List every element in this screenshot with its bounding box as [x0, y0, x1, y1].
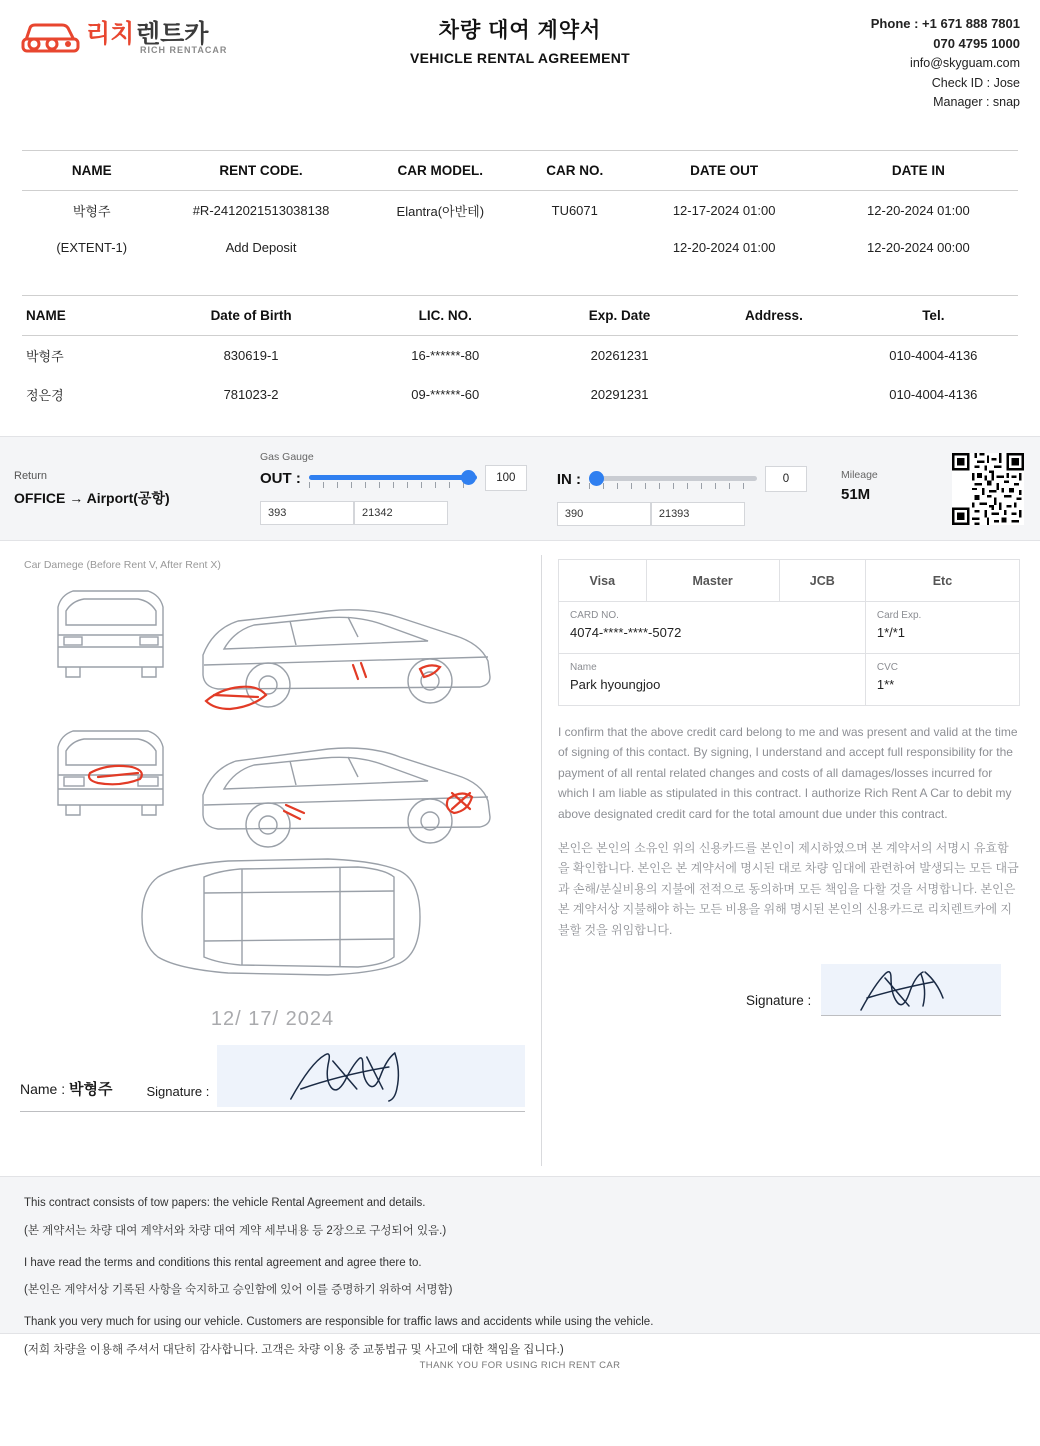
in-label: IN :	[556, 470, 581, 488]
gauge-in-column	[557, 451, 807, 526]
card-cvc-cell[interactable]	[865, 654, 1019, 706]
cell-exp-date: 20261231	[590, 348, 649, 363]
table-row	[22, 336, 1018, 376]
car-damage-diagram[interactable]	[28, 577, 498, 997]
card-cvc-value: 1**	[876, 677, 895, 692]
note-line-3: I have read the terms and conditions this rental agreement and agree there to.	[24, 1256, 422, 1269]
cell-lic-no: 16-******-80	[411, 348, 480, 363]
note-line-1: This contract consists of tow papers: the vehicle Rental Agreement and details.	[24, 1197, 426, 1209]
cell-date-out: 12-20-2024 01:00	[672, 240, 776, 255]
col-lic-no: LIC. NO.	[351, 296, 540, 336]
out-meter-left[interactable]: 393	[260, 501, 354, 525]
card-panel	[558, 555, 1020, 1166]
contact-email: info@skyguam.com	[910, 56, 1020, 71]
note-line-6: (저희 차량을 이용해 주셔서 대단히 감사합니다. 고객은 차량 이용 중 교통법규 및 사고에 대한 책임을 집니다.)	[24, 1344, 564, 1357]
contract-notes	[0, 1176, 1040, 1357]
damage-panel	[20, 555, 525, 1166]
out-gas-slider[interactable]	[309, 469, 477, 487]
cell-rent-code: Add Deposit	[225, 240, 297, 255]
gas-gauge-panel	[0, 436, 1040, 541]
signature-ink-icon	[217, 1045, 525, 1107]
cell-name: (EXTENT-1)	[56, 240, 128, 255]
svg-text:리치: 리치	[86, 20, 135, 48]
col-address: Address.	[699, 296, 848, 336]
cell-tel: 010-4004-4136	[889, 348, 978, 363]
mileage-block	[835, 451, 945, 503]
slider-ticks	[309, 482, 477, 488]
cell-name: 박형주	[72, 204, 111, 219]
col-date-in: DATE IN	[819, 151, 1018, 191]
col-rent-code: RENT CODE.	[161, 151, 360, 191]
signature-pad-left[interactable]	[217, 1045, 525, 1107]
note-line-5: Thank you very much for using our vehicle. Customers are responsible for traffic laws and accidents while using the vehicle.	[24, 1316, 654, 1329]
table-row	[22, 375, 1018, 414]
col-car-no: CAR NO.	[520, 151, 630, 191]
damage-caption: Car Damege (Before Rent V, After Rent X)	[24, 559, 221, 571]
card-name-row	[559, 654, 1020, 706]
signature-ink-icon	[821, 964, 1001, 1016]
col-name: NAME	[22, 151, 161, 191]
svg-text:RICH RENTACAR: RICH RENTACAR	[140, 45, 228, 55]
return-location-block	[10, 470, 260, 508]
table-row	[22, 230, 1018, 269]
gas-gauge-label: Gas Gauge	[260, 451, 314, 463]
card-no-label: CARD NO.	[570, 610, 619, 621]
customer-name-value: 박형주	[69, 1081, 113, 1098]
contact-manager: Manager : snap	[933, 95, 1020, 110]
cell-name: 박형주	[26, 349, 64, 364]
customer-signature-row	[20, 1045, 525, 1112]
signature-label: Signature :	[146, 1084, 210, 1099]
contact-check-id: Check ID : Jose	[931, 75, 1020, 90]
card-exp-cell[interactable]	[865, 602, 1019, 654]
card-name-label: Name	[570, 662, 597, 673]
signature-pad-right[interactable]	[821, 964, 1001, 1016]
card-type-row	[559, 560, 1020, 602]
col-exp-date: Exp. Date	[540, 296, 699, 336]
page-title-ko: 차량 대여 계약서	[438, 19, 602, 42]
cell-lic-no: 09-******-60	[411, 387, 480, 402]
slider-fill	[309, 475, 477, 480]
cell-address	[699, 336, 848, 376]
cell-date-out: 12-17-2024 01:00	[672, 203, 776, 218]
return-label: Return	[14, 469, 48, 482]
customer-name-label: Name :	[20, 1081, 70, 1097]
page-title-en: VEHICLE RENTAL AGREEMENT	[409, 50, 631, 66]
card-type-jcb[interactable]: JCB	[779, 560, 865, 602]
card-no-cell[interactable]	[559, 602, 866, 654]
document-title-block	[270, 10, 770, 66]
col-date-out: DATE OUT	[630, 151, 819, 191]
card-cvc-label: CVC	[876, 662, 898, 673]
card-exp-value: 1*/*1	[876, 625, 906, 640]
page-footer: THANK YOU FOR USING RICH RENT CAR	[419, 1360, 621, 1371]
cell-rent-code: #R-2412021513038138	[192, 203, 330, 218]
damage-date: 12/ 17/ 2024	[210, 1008, 335, 1030]
cell-tel: 010-4004-4136	[889, 387, 978, 402]
mileage-value: 51M	[841, 486, 871, 503]
table-header-row	[22, 296, 1018, 336]
customer-name	[20, 1078, 113, 1107]
card-signature-row	[558, 964, 1020, 1016]
table-row	[22, 191, 1018, 231]
note-line-2: (본 계약서는 차량 대여 계약서와 차량 대여 계약 세부내용 등 2장으로 구성되어 있음.)	[24, 1224, 447, 1237]
col-tel: Tel.	[849, 296, 1018, 336]
card-type-visa[interactable]: Visa	[559, 560, 647, 602]
company-logo	[20, 10, 270, 56]
mileage-label: Mileage	[841, 469, 878, 481]
in-meter-right[interactable]: 21393	[651, 502, 745, 526]
qr-code-icon	[952, 453, 1024, 525]
cell-date-in: 12-20-2024 01:00	[867, 203, 970, 218]
cell-car-no: TU6071	[551, 203, 598, 218]
slider-track	[589, 476, 757, 481]
contact-info	[770, 10, 1020, 112]
col-car-model: CAR MODEL.	[361, 151, 520, 191]
slider-knob[interactable]	[461, 470, 476, 485]
card-legal-text-ko: 본인은 본인의 소유인 위의 신용카드를 본인이 제시하였으며 본 계약서의 서명시 유효함을 확인합니다. 본인은 본 계약서에 명시된 대로 차량 임대에 관련하여 발생되는 모든 대금과 손해/분실비용의 지불에 전적으로 동의하며 모든 책임을 다할 것을 서명합니다. 본인은 본 계약서상 지불해야 하는 모든 비용을 위해 명시된 본인의 신용카드로 리치렌트카에 지불할 것을 위임합니다.	[558, 840, 1019, 937]
document-header	[0, 0, 1040, 130]
in-gas-value[interactable]: 0	[765, 466, 807, 492]
out-gas-value[interactable]: 100	[485, 465, 527, 491]
cell-name: 정은경	[26, 388, 64, 403]
card-number-row	[559, 602, 1020, 654]
in-meter-left[interactable]: 390	[557, 502, 651, 526]
svg-text:렌트카: 렌트카	[136, 20, 209, 48]
contact-phone-2: 070 4795 1000	[933, 36, 1020, 52]
rental-table	[22, 150, 1018, 269]
card-type-etc[interactable]: Etc	[865, 560, 1019, 602]
cell-car-model: Elantra(아반테)	[396, 204, 485, 219]
gauge-out-column	[260, 451, 527, 525]
card-type-master[interactable]: Master	[646, 560, 779, 602]
driver-table	[22, 295, 1018, 414]
vertical-divider	[541, 555, 542, 1166]
cell-car-no	[520, 230, 630, 269]
return-value: OFFICE → Airport(공항)	[14, 489, 170, 506]
slider-knob[interactable]	[589, 471, 604, 486]
col-dob: Date of Birth	[151, 296, 350, 336]
col-name: NAME	[22, 296, 151, 336]
table-header-row	[22, 151, 1018, 191]
rental-table-section	[0, 150, 1040, 414]
gauge-block	[260, 451, 952, 526]
contact-phone-1: Phone : +1 671 888 7801	[870, 16, 1020, 31]
cell-dob: 781023-2	[223, 387, 279, 402]
out-meter-right[interactable]: 21342	[354, 501, 448, 525]
card-info-table	[558, 559, 1020, 706]
cell-dob: 830619-1	[223, 348, 279, 363]
card-name-cell[interactable]	[559, 654, 866, 706]
cell-date-in: 12-20-2024 00:00	[867, 240, 970, 255]
cell-address	[699, 375, 848, 414]
cell-car-model	[361, 230, 520, 269]
middle-section	[0, 541, 1040, 1166]
rich-rentacar-logo-icon	[20, 14, 235, 56]
card-name-value: Park hyoungjoo	[570, 677, 661, 692]
out-label: OUT :	[260, 469, 301, 487]
in-gas-slider[interactable]	[589, 470, 757, 488]
card-exp-label: Card Exp.	[876, 610, 922, 621]
card-signature-label: Signature :	[746, 992, 812, 1008]
cell-exp-date: 20291231	[590, 387, 649, 402]
note-line-4: (본인은 계약서상 기록된 사항을 숙지하고 승인함에 있어 이를 증명하기 위하여 서명함)	[24, 1284, 453, 1297]
card-no-value: 4074-****-****-5072	[570, 625, 682, 640]
slider-ticks	[589, 483, 757, 489]
card-legal-text-en: I confirm that the above credit card belong to me and was present and valid at the time of signing of this contact. By signing, I understand and accept full responsibility for the payment of all rental related changes and costs of all damages/losses incurred for which I am liable as stipulated in this contract. I authorize Rich Rent A Car to debit my above designated credit card for the total amount due under this contract.	[558, 725, 1018, 821]
